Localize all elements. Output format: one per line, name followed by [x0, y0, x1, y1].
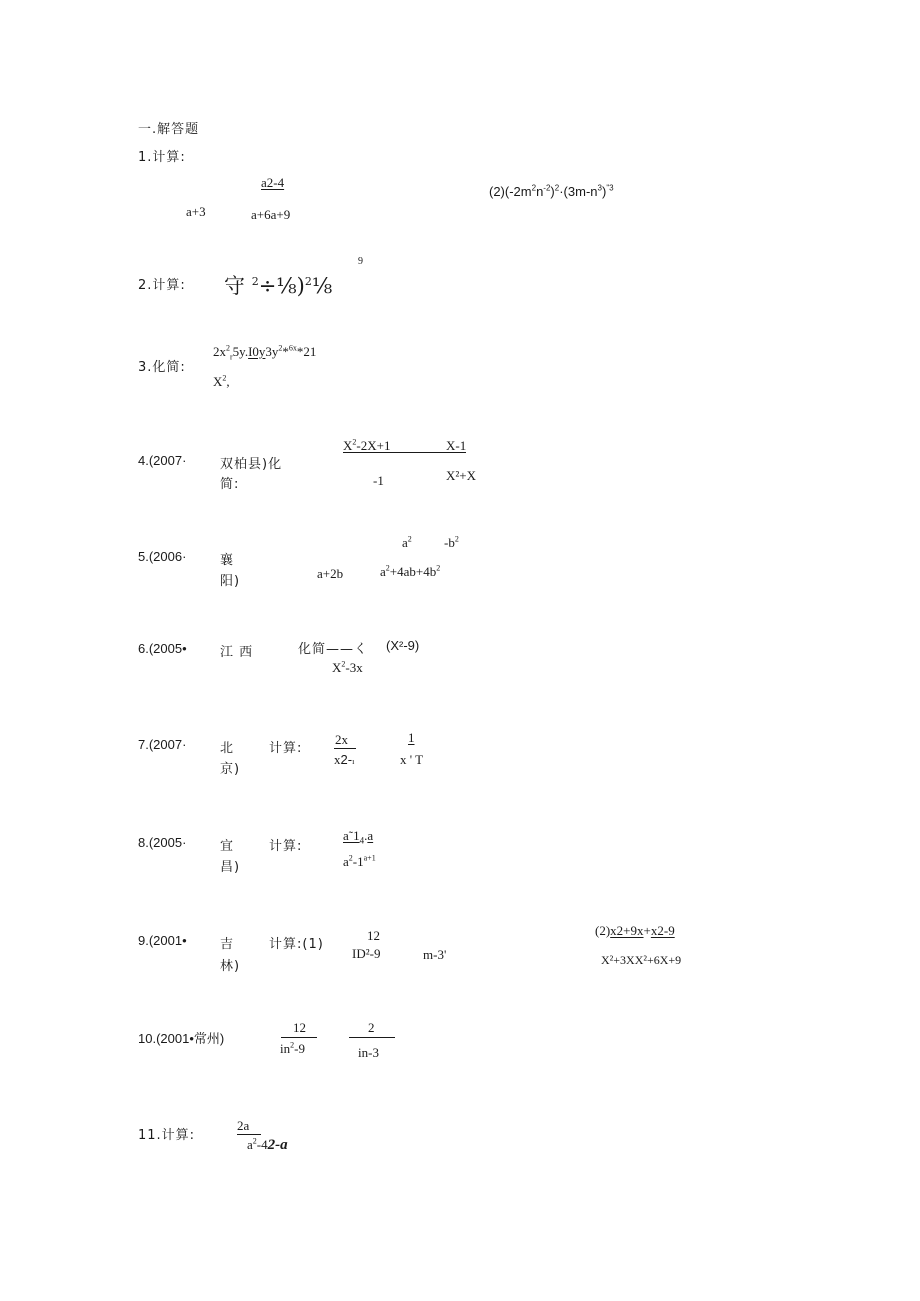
q10-denominator-2: in-3 — [358, 1045, 379, 1060]
q4-numerator-2: X-1 — [446, 438, 467, 453]
q9-part2-numerator: (2)x2+9x+x2-9 — [595, 923, 675, 938]
q6-text: 化简——く — [298, 642, 369, 657]
q4-place-cont: 简: — [220, 477, 240, 492]
q9-denominator-1b: m-3' — [423, 947, 447, 962]
q5-place: 襄 — [220, 553, 235, 568]
q3-numerator-line: $2x^2_r5y.I0y3y^2*^{6x}*21$ — [213, 343, 317, 362]
q5-label: 5.(2006· — [138, 549, 187, 564]
q8-numerator: $a˜1_4.a$ — [343, 828, 374, 846]
q4-label: 4.(2007· — [138, 453, 187, 468]
q5-denominator: $a^2+4ab+4b^2$ — [380, 563, 441, 579]
q8-op: 计算: — [269, 839, 303, 854]
q4-denominator-2: X²+X — [446, 468, 477, 483]
q9-numerator-1: 12 — [367, 928, 380, 943]
q6-paren: (X²-9) — [386, 638, 420, 653]
q2-label: 2.计算: — [138, 278, 186, 293]
q7-numerator-2: 1 — [408, 730, 415, 745]
q7-place: 北 — [220, 741, 235, 756]
q10-label: 10.(2001•常州) — [138, 1031, 225, 1046]
q7-denominator-2: x ' T — [400, 752, 424, 767]
q9-place: 吉 — [220, 937, 235, 952]
q9-place-cont: 林) — [220, 959, 241, 974]
q5-top-b: $-b^2$ — [444, 534, 459, 550]
q2-corner-exponent: 9 — [358, 256, 363, 267]
q2-formula: 守 $^2$÷⅛)$^2$⅛ — [224, 274, 333, 298]
q5-top-a: $a^2$ — [402, 534, 412, 550]
q7-label: 7.(2007· — [138, 737, 187, 752]
q8-denominator: $a^2-1^{a+1}$ — [343, 853, 376, 869]
q1-label: 1.计算: — [138, 150, 186, 165]
section-title: 一.解答题 — [138, 122, 200, 137]
q11-label: 11.计算: — [138, 1128, 196, 1143]
q8-place: 宜 — [220, 839, 235, 854]
q10-bar-1 — [281, 1037, 317, 1038]
q9-part2-denominator: X²+3XX²+6X+9 — [601, 953, 682, 967]
q11-numerator: 2a — [237, 1118, 250, 1133]
q1-part1-left-term: a+3 — [186, 204, 206, 219]
q1-part1-numerator: a2-4 — [261, 175, 285, 190]
q5-left-term: a+2b — [317, 566, 344, 581]
q1-part2-expression: $(2)(-2m^2n^{-2})^2\cdot(3m-n^3)^{"3}$ — [489, 183, 614, 199]
q10-numerator-2: 2 — [368, 1020, 375, 1035]
q7-bar-1 — [334, 748, 356, 749]
q3-label: 3.化简: — [138, 360, 186, 375]
q9-denominator-1: ID²-9 — [352, 946, 381, 961]
q9-label: 9.(2001• — [138, 933, 187, 948]
q10-bar-2 — [349, 1037, 395, 1038]
q9-op: 计算:(1) — [269, 937, 324, 952]
q3-denominator-line: $X^2$, — [213, 373, 230, 389]
q6-label: 6.(2005• — [138, 641, 187, 656]
q10-denominator-1: $in^2-9$ — [280, 1040, 305, 1056]
q8-place-cont: 昌) — [220, 860, 241, 875]
q7-place-cont: 京) — [220, 762, 241, 777]
q10-numerator-1: 12 — [293, 1020, 306, 1035]
q7-denominator-1: x2-ı — [334, 752, 355, 767]
q7-numerator-1: 2x — [335, 732, 348, 747]
q1-part1-denominator: a+6a+9 — [251, 207, 291, 222]
q6-denominator: $X^2-3x$ — [332, 659, 363, 675]
q6-place: 江 西 — [220, 645, 254, 660]
q11-denominator: $a^2-42-a$ — [247, 1136, 288, 1153]
q4-place: 双柏县)化 — [220, 457, 283, 472]
q11-bar — [237, 1134, 261, 1135]
q5-place-cont: 阳) — [220, 574, 241, 589]
q7-op: 计算: — [269, 741, 303, 756]
q4-denominator-1: -1 — [373, 473, 384, 488]
q8-label: 8.(2005· — [138, 835, 187, 850]
q4-numerator-1: $X^2-2X+1$ — [343, 437, 391, 453]
